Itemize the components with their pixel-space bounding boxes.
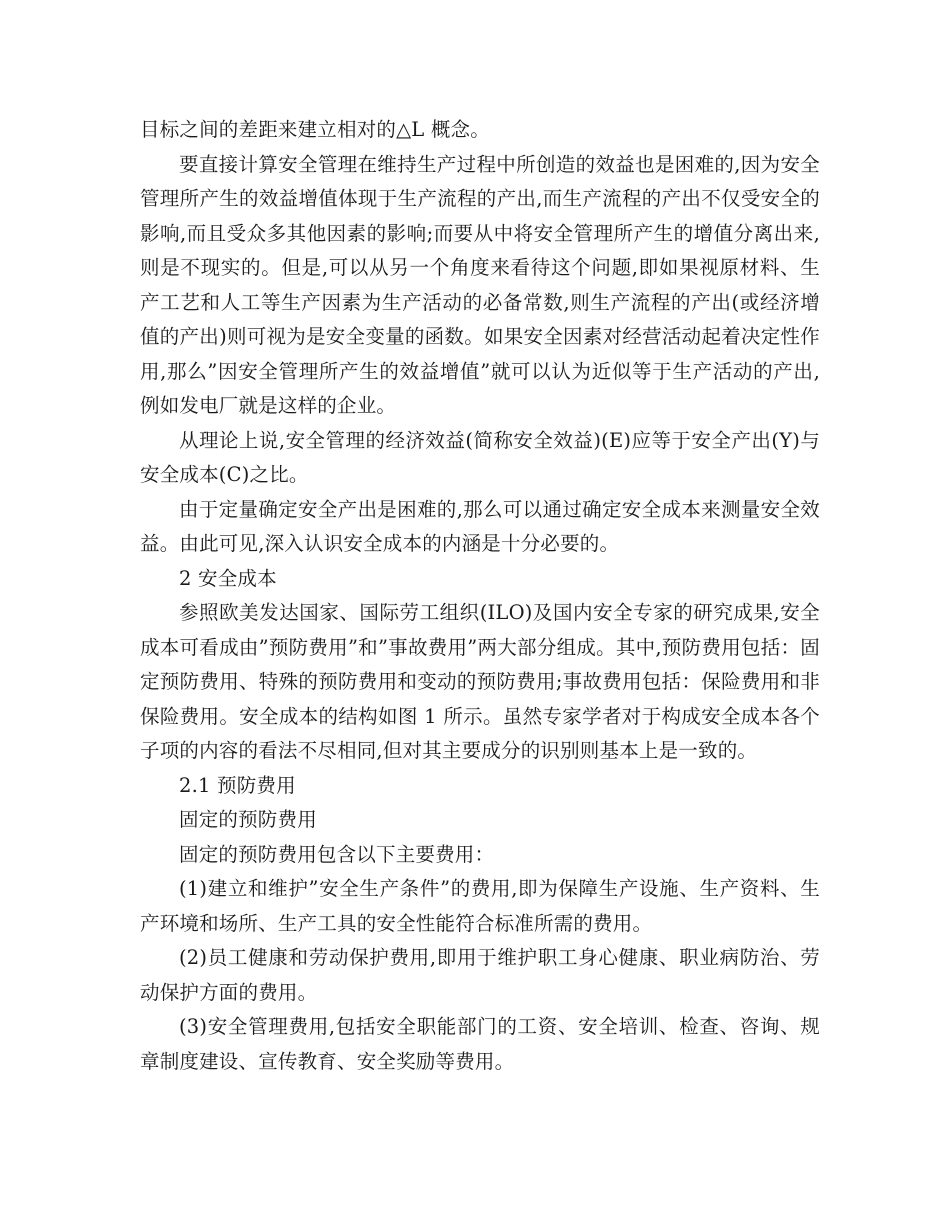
paragraph-cost-structure: 参照欧美发达国家、国际劳工组织(ILO)及国内安全专家的研究成果,安全成本可看成由”预防费用”和”事故费用”两大部分组成。其中,预防费用包括：固定预防费用、特殊的预防费用和变动的预防费用;事故费用包括：保险费用和非保险费用。安全成本的结构如图 1 所示。虽然专家学者对于构成安全成本各个子项的内容的看法不尽相同,但对其主要成分的识别则基本上是一致的。 <box>140 601 820 762</box>
document-body <box>140 113 820 1079</box>
paragraph-measurement: 由于定量确定安全产出是困难的,那么可以通过确定安全成本来测量安全效益。由此可见,深入认识安全成本的内涵是十分必要的。 <box>140 497 820 555</box>
paragraph-benefit-calculation: 要直接计算安全管理在维持生产过程中所创造的效益也是困难的,因为安全管理所产生的效益增值体现于生产流程的产出,而生产流程的产出不仅受安全的影响,而且受众多其他因素的影响;而要从中将安全管理所产生的增值分离出来,则是不现实的。但是,可以从另一个角度来看待这个问题,即如果视原材料、生产工艺和人工等生产因素为生产活动的必备常数,则生产流程的产出(或经济增值的产出)则可视为是安全变量的函数。如果安全因素对经营活动起着决定性作用,那么”因安全管理所产生的效益增值”就可以认为近似等于生产活动的产出,例如发电厂就是这样的企业。 <box>140 152 820 417</box>
subheading-fixed-prevention-cost: 固定的预防费用 <box>179 808 317 831</box>
list-item-1: (1)建立和维护”安全生产条件”的费用,即为保障生产设施、生产资料、生产环境和场所、生产工具的安全性能符合标准所需的费用。 <box>140 877 820 935</box>
list-item-3: (3)安全管理费用,包括安全职能部门的工资、安全培训、检查、咨询、规章制度建设、宣传教育、安全奖励等费用。 <box>140 1015 820 1073</box>
section-heading-safety-cost: 2 安全成本 <box>179 566 277 590</box>
subsection-heading-prevention-cost: 2.1 预防费用 <box>179 773 296 797</box>
list-item-2: (2)员工健康和劳动保护费用,即用于维护职工身心健康、职业病防治、劳动保护方面的费用。 <box>140 946 820 1004</box>
paragraph-theory: 从理论上说,安全管理的经济效益(简称安全效益)(E)应等于安全产出(Y)与安全成本(C)之比。 <box>140 428 820 486</box>
paragraph-continuation: 目标之间的差距来建立相对的△L 概念。 <box>140 118 490 141</box>
paragraph-fixed-cost-intro: 固定的预防费用包含以下主要费用： <box>179 842 495 866</box>
